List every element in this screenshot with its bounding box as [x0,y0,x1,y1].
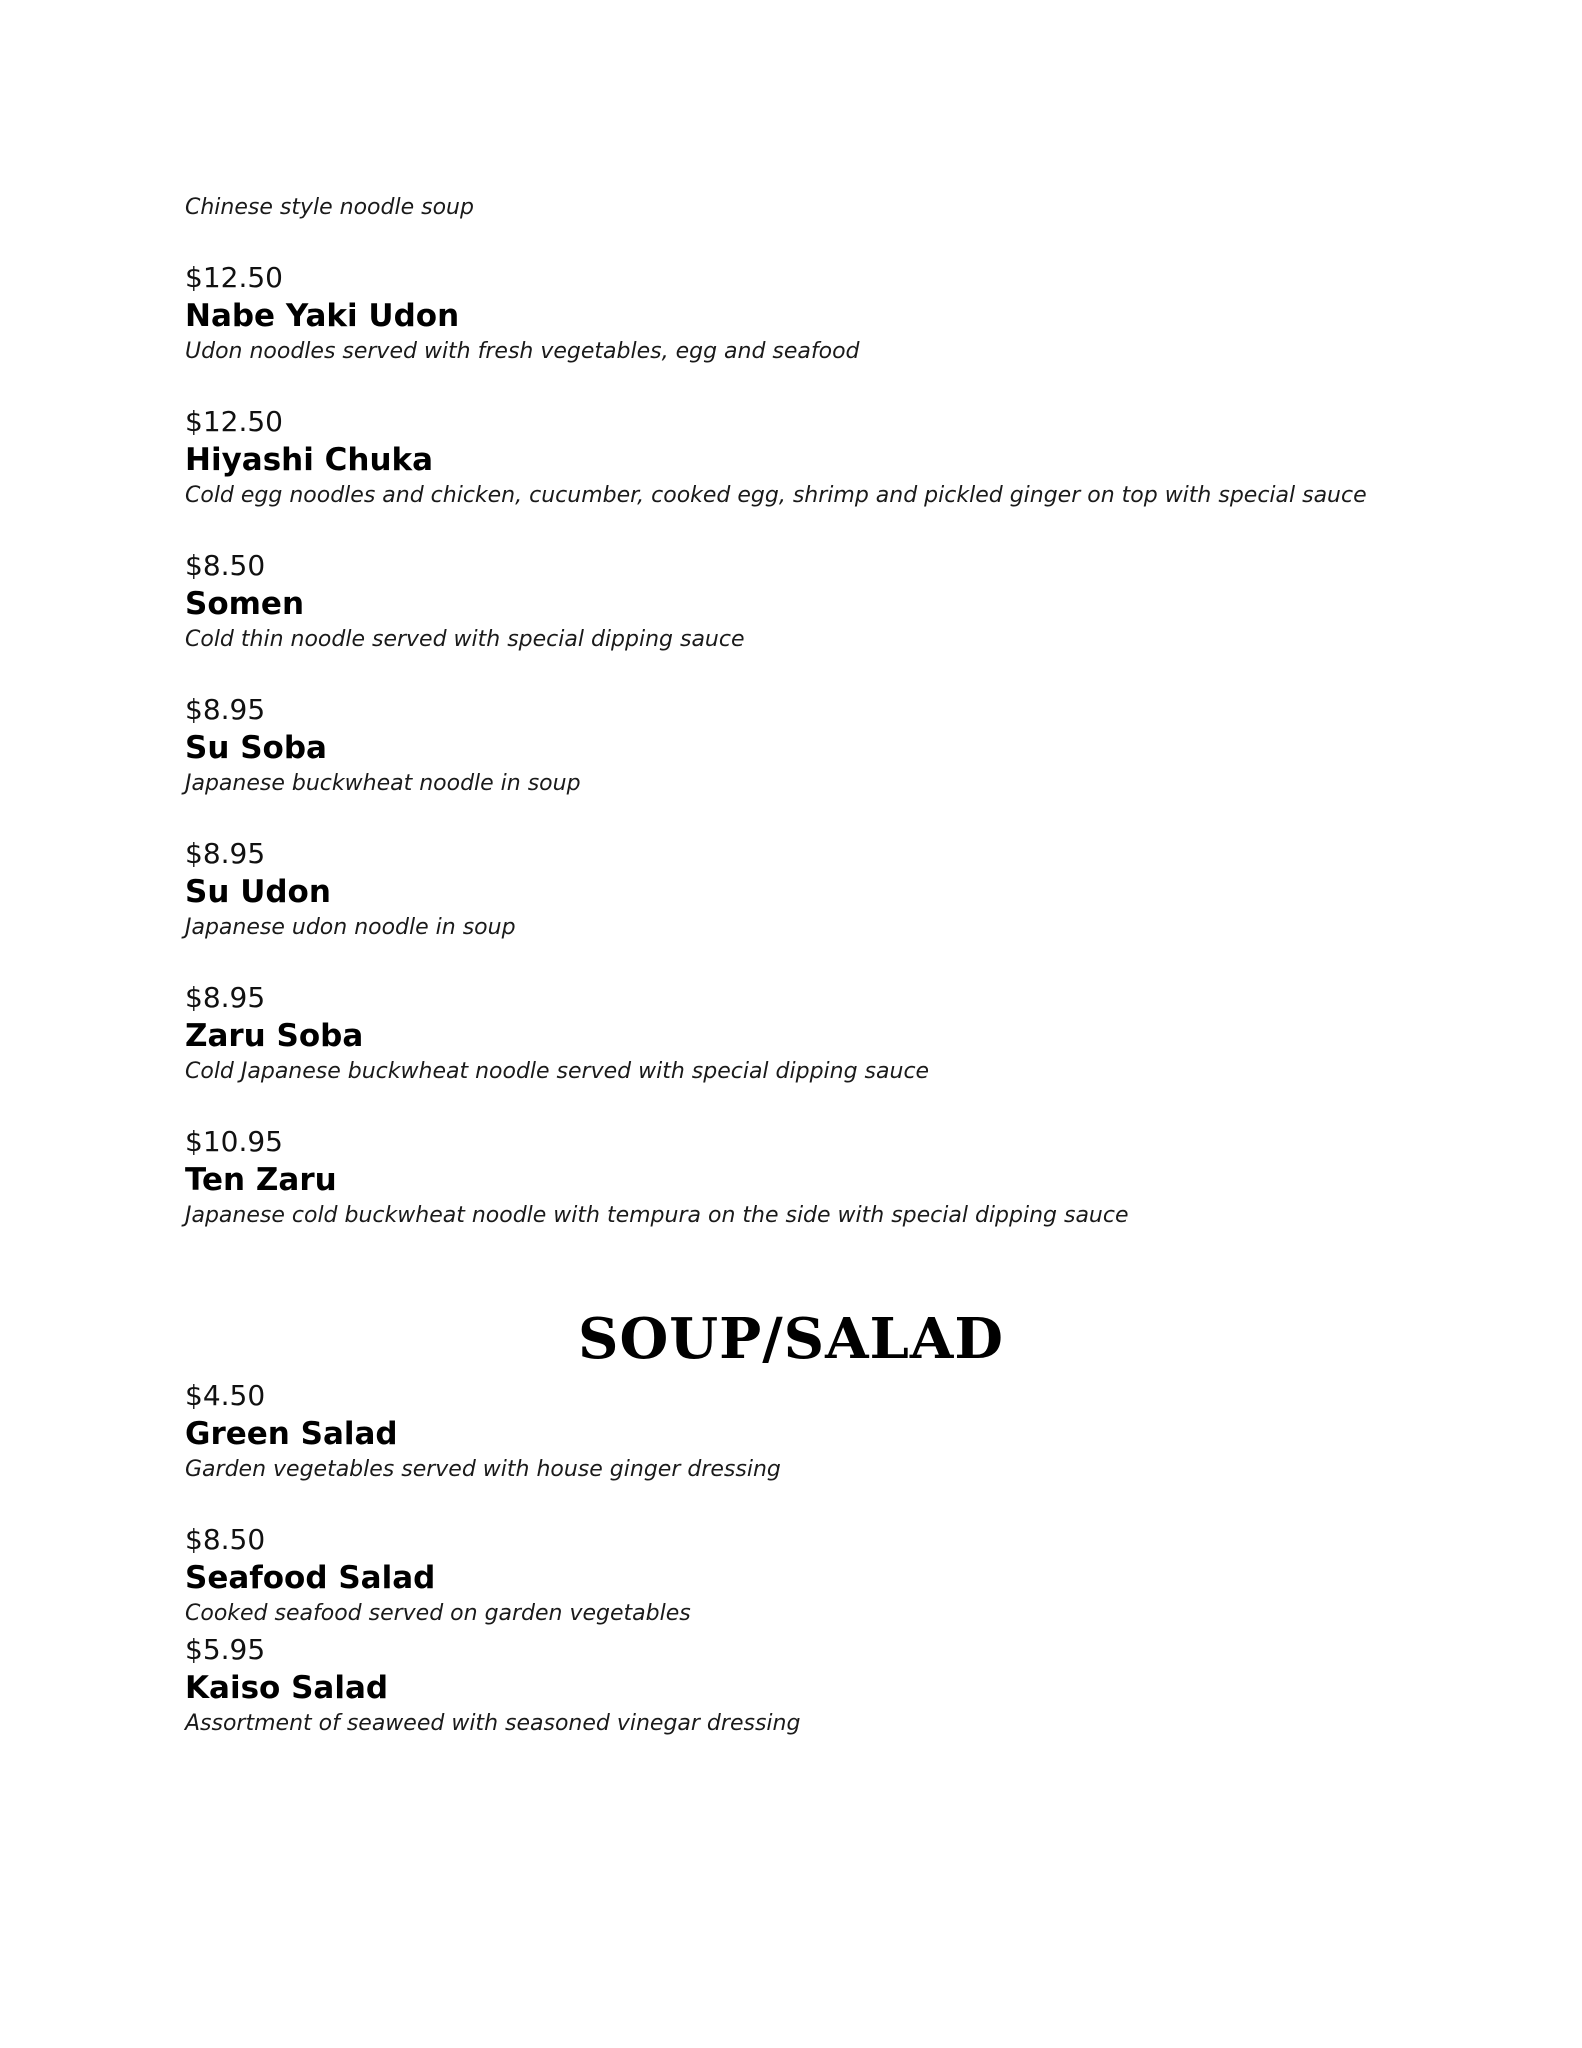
item-name: Seafood Salad [185,1560,436,1596]
item-price: $8.95 [185,837,266,870]
item-description: Japanese udon noodle in soup [185,915,516,940]
menu-item-ten-zaru [185,1124,1435,1232]
menu-item-hiyashi-chuka [185,404,1435,512]
item-price: $5.95 [185,1633,266,1666]
item-price: $4.50 [185,1379,266,1412]
item-description: Cold thin noodle served with special dipping sauce [185,627,745,652]
item-price: $8.50 [185,549,266,582]
menu-item-seafood-salad [185,1522,1435,1630]
menu-item-somen [185,548,1435,656]
menu-item-su-udon [185,836,1435,944]
section-title-soup-salad: SOUP/SALAD [578,1306,1004,1372]
item-price: $8.95 [185,981,266,1014]
item-description: Japanese cold buckwheat noodle with tempura on the side with special dipping sauce [185,1203,1129,1228]
item-name: Green Salad [185,1416,398,1452]
item-description: Garden vegetables served with house ginger dressing [185,1457,781,1482]
menu-content [185,192,1435,1740]
item-name: Hiyashi Chuka [185,442,434,478]
item-description: Cold Japanese buckwheat noodle served with special dipping sauce [185,1059,930,1084]
menu-item-kaiso-salad [185,1632,1435,1740]
menu-item-su-soba [185,692,1435,800]
menu-item-zaru-soba [185,980,1435,1088]
item-name: Somen [185,586,305,622]
item-name: Ten Zaru [185,1162,337,1198]
item-name: Su Udon [185,874,331,910]
item-price: $12.50 [185,261,283,294]
item-description: Chinese style noodle soup [185,195,474,220]
item-name: Su Soba [185,730,327,766]
item-name: Kaiso Salad [185,1670,389,1706]
menu-item-green-salad [185,1378,1435,1486]
item-price: $8.50 [185,1523,266,1556]
item-description: Assortment of seaweed with seasoned vinegar dressing [185,1711,801,1736]
item-price: $8.95 [185,693,266,726]
item-name: Nabe Yaki Udon [185,298,460,334]
item-description: Japanese buckwheat noodle in soup [185,771,581,796]
item-name: Zaru Soba [185,1018,364,1054]
item-description: Cooked seafood served on garden vegetables [185,1601,691,1626]
item-description: Udon noodles served with fresh vegetables, egg and seafood [185,339,860,364]
item-description: Cold egg noodles and chicken, cucumber, cooked egg, shrimp and pickled ginger on top with special sauce [185,483,1367,508]
item-price: $10.95 [185,1125,283,1158]
menu-item-nabe-yaki-udon [185,260,1435,368]
item-price: $12.50 [185,405,283,438]
